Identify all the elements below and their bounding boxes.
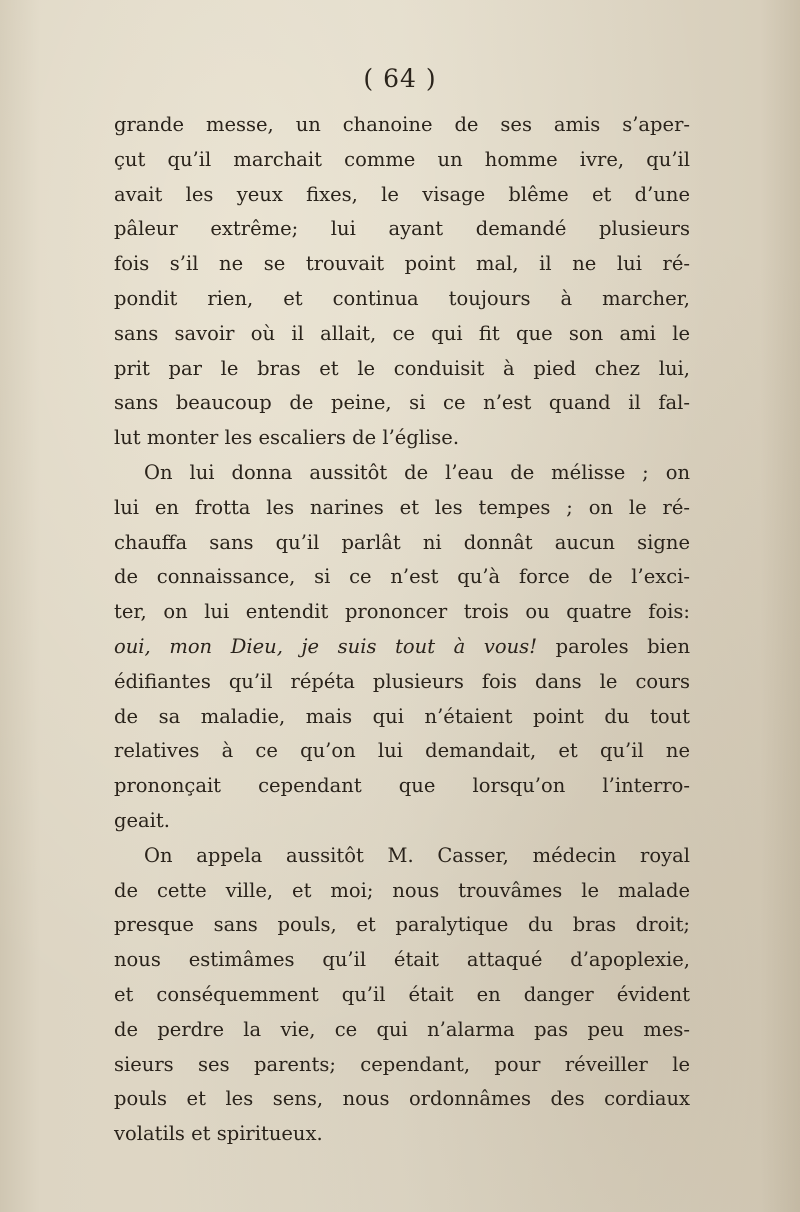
text-line: On lui donna aussitôt de l’eau de mélisse ; on xyxy=(144,460,690,484)
text-line: sieurs ses parents; cependant, pour réveiller le xyxy=(114,1052,690,1076)
text-line: geait. xyxy=(114,808,170,832)
text-line: prononçait cependant que lorsqu’on l’interro- xyxy=(114,774,690,798)
text-line xyxy=(114,630,690,665)
body-text xyxy=(114,108,690,1152)
text-line: presque sans pouls, et paralytique du bras droit; xyxy=(114,913,690,937)
text-line: pondit rien, et continua toujours à marcher, xyxy=(114,286,690,310)
text-line: relatives à ce qu’on lui demandait, et qu’il ne xyxy=(114,739,690,763)
text-line: de perdre la vie, ce qui n’alarma pas peu mes- xyxy=(114,1017,690,1041)
text-line: avait les yeux fixes, le visage blême et d’une xyxy=(114,182,690,206)
text-line: On appela aussitôt M. Casser, médecin royal xyxy=(144,843,690,867)
text-line: de cette ville, et moi; nous trouvâmes le malade xyxy=(114,878,690,902)
paragraph-3 xyxy=(114,839,690,1152)
text-line: chauffa sans qu’il parlât ni donnât aucun signe xyxy=(114,530,690,554)
text-line: lui en frotta les narines et les tempes ; on le ré- xyxy=(114,495,690,519)
italic-exclamation: oui, mon Dieu, je suis tout à vous! xyxy=(114,634,538,658)
text-line: de connaissance, si ce n’est qu’à force de l’exci- xyxy=(114,565,690,589)
text-line: pouls et les sens, nous ordonnâmes des cordiaux xyxy=(114,1087,690,1111)
text-line: pâleur extrême; lui ayant demandé plusieurs xyxy=(114,217,690,241)
text-line: ter, on lui entendit prononcer trois ou quatre fois: xyxy=(114,600,690,624)
text-line: prit par le bras et le conduisit à pied chez lui, xyxy=(114,356,690,380)
text-line: volatils et spiritueux. xyxy=(114,1122,323,1146)
text-line: et conséquemment qu’il était en danger évident xyxy=(114,982,690,1006)
text-line: fois s’il ne se trouvait point mal, il ne lui ré- xyxy=(114,252,690,276)
text-line: de sa maladie, mais qui n’étaient point du tout xyxy=(114,704,690,728)
text-line: édifiantes qu’il répéta plusieurs fois dans le cours xyxy=(114,669,690,693)
paragraph-2 xyxy=(114,456,690,839)
text-line: lut monter les escaliers de l’église. xyxy=(114,426,460,450)
text-line: çut qu’il marchait comme un homme ivre, qu’il xyxy=(114,147,690,171)
text-line: grande messe, un chanoine de ses amis s’aper- xyxy=(114,113,690,136)
text-run: paroles bien xyxy=(537,634,690,658)
paragraph-1 xyxy=(114,108,690,456)
text-line: nous estimâmes qu’il était attaqué d’apoplexie, xyxy=(114,948,690,972)
text-line: sans beaucoup de peine, si ce n’est quand il fal- xyxy=(114,391,690,415)
text-line: sans savoir où il allait, ce qui fit que son ami le xyxy=(114,321,690,345)
page-number: ( 64 ) xyxy=(363,64,437,93)
